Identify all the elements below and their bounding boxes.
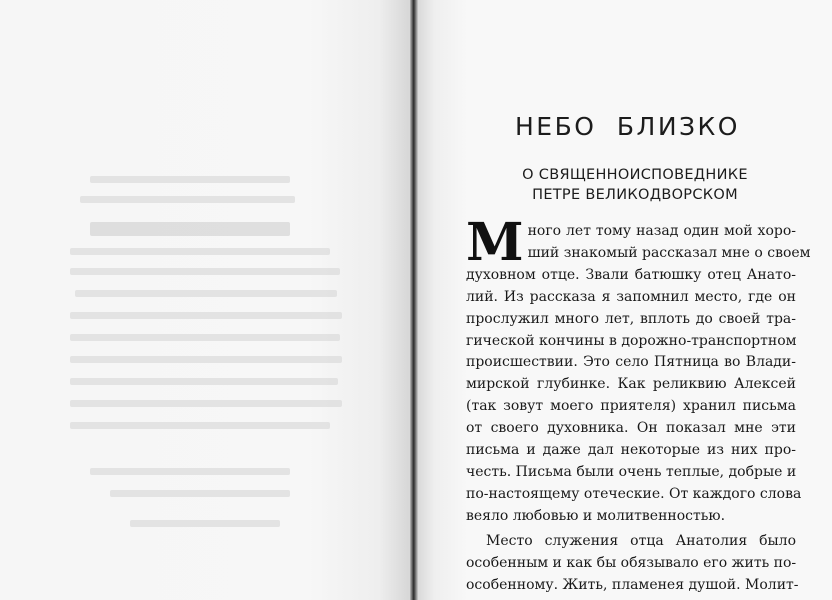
show-through-text xyxy=(70,248,330,255)
text-line: особенному. Жить, пламенея душой. Молит- xyxy=(466,576,799,593)
show-through-text xyxy=(70,356,342,363)
show-through-text xyxy=(70,400,342,407)
text-line: ного лет тому назад один мой хоро- xyxy=(527,223,796,239)
text-line: веяло любовью и молитвенностью. xyxy=(466,507,726,524)
text-line: духовном отце. Звали батюшку отец Анато- xyxy=(466,266,796,283)
drop-cap: М xyxy=(466,212,524,273)
text-line: мирской глубинке. Как реликвию Алексей xyxy=(466,376,796,393)
book-gutter xyxy=(410,0,418,600)
text-line: от своего духовника. Он показал мне эти xyxy=(466,420,796,437)
text-line: ший знакомый рассказал мне о своем xyxy=(527,244,811,261)
text-line: по-настоящему отеческие. От каждого слова xyxy=(466,485,802,502)
text-line: письма и даже дал некоторые из них про- xyxy=(466,442,796,459)
text-line: особенным и как бы обязывало его жить по- xyxy=(466,554,797,571)
text-line: (так зовут моего приятеля) хранил письма xyxy=(466,398,796,415)
text-line: происшествии. Это село Пятница во Влади- xyxy=(466,354,796,371)
show-through-text xyxy=(130,520,280,527)
show-through-text xyxy=(90,468,290,475)
show-through-text xyxy=(70,334,340,341)
text-line: гической кончины в дорожно-транспортном xyxy=(466,332,797,349)
left-page xyxy=(0,0,412,600)
chapter-title: НЕБО БЛИЗКО xyxy=(515,112,740,141)
subtitle-line: ПЕТРЕ ВЕЛИКОДВОРСКОМ xyxy=(532,187,738,203)
text-line: Место служения отца Анатолия было xyxy=(486,532,796,549)
text-line: прослужил много лет, вплоть до своей тра- xyxy=(466,310,796,327)
show-through-text xyxy=(70,312,342,319)
show-through-text xyxy=(110,490,290,497)
show-through-text xyxy=(90,222,290,236)
chapter-body xyxy=(466,212,811,596)
text-line: честь. Письма были очень теплые, добрые и xyxy=(466,463,797,480)
chapter-subtitle xyxy=(470,165,800,205)
show-through-text xyxy=(70,422,330,429)
show-through-text xyxy=(80,196,295,203)
show-through-text xyxy=(70,268,340,275)
text-line: лий. Из рассказа я запомнил место, где он xyxy=(466,288,796,305)
subtitle-line: О СВЯЩЕННОИСПОВЕДНИКЕ xyxy=(522,167,748,183)
show-through-text xyxy=(75,290,337,297)
show-through-text xyxy=(90,176,290,183)
show-through-text xyxy=(70,378,338,385)
